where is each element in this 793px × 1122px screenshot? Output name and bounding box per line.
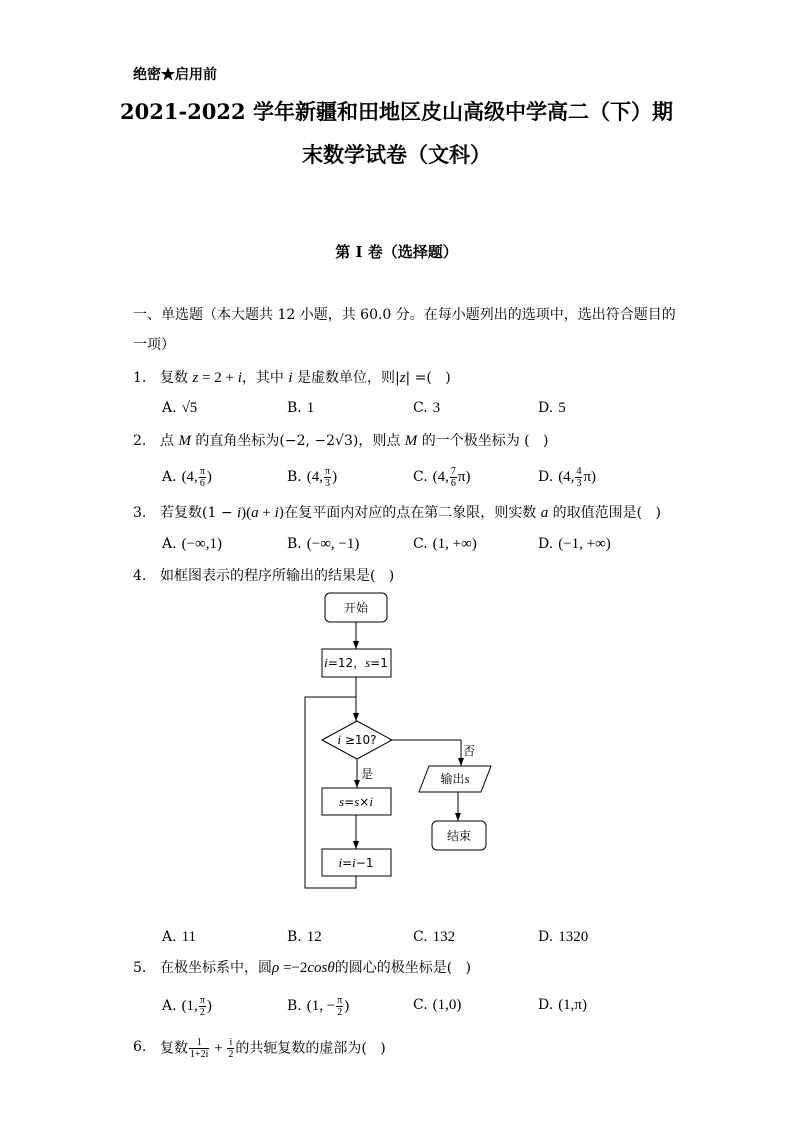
fraction-numerator: 7 — [450, 466, 456, 477]
question-stem — [160, 431, 548, 451]
option-d — [538, 466, 596, 489]
option-value — [306, 466, 338, 489]
stem-math: =−2 — [279, 960, 308, 976]
exam-title-line-2: 末数学试卷（文科） — [302, 142, 491, 167]
fraction-numerator: π — [337, 995, 343, 1006]
stem-text: )在复平面内对应的点在第二象限，则实数 — [278, 505, 541, 521]
option-suffix: ) — [206, 468, 212, 485]
option-suffix: π) — [583, 468, 597, 485]
option-value: (−∞, −1) — [306, 536, 360, 552]
confidential-label: 绝密★启用前 — [133, 67, 217, 83]
question-5-options — [0, 995, 793, 1021]
option-value: (−1, +∞) — [558, 536, 611, 552]
option-a — [162, 466, 212, 489]
init-text: =12， — [327, 656, 366, 670]
option-value — [181, 995, 212, 1018]
math-variable: z — [192, 370, 199, 386]
option-value: 132 — [432, 929, 456, 945]
var-s: s — [365, 655, 371, 670]
option-value: (−∞,1) — [181, 536, 222, 552]
option-value — [432, 466, 471, 489]
question-2 — [0, 431, 793, 453]
var-i: i — [369, 794, 373, 809]
option-c — [413, 995, 461, 1015]
fraction-denominator: 6 — [450, 478, 456, 489]
question-1-options — [0, 398, 793, 424]
fraction — [199, 995, 206, 1018]
var-i: i — [352, 855, 356, 870]
option-value — [181, 466, 212, 489]
op-text: = — [342, 856, 353, 870]
fraction — [227, 1037, 234, 1060]
question-stem — [160, 368, 451, 388]
fraction-numerator: π — [199, 995, 205, 1006]
option-label: B. — [287, 400, 302, 416]
option-c — [413, 466, 471, 489]
op-text: = — [344, 795, 355, 809]
fraction-denominator: 3 — [576, 478, 582, 489]
math-variable: i — [237, 505, 242, 521]
question-stem — [160, 1037, 386, 1060]
fraction-denominator: 2 — [199, 1007, 205, 1018]
stem-text: 在极坐标系中，圆 — [160, 960, 272, 976]
question-1 — [0, 368, 793, 390]
stem-text: 的直角坐标为(−2, −2√3)，则点 — [190, 433, 405, 449]
option-label: A. — [162, 400, 177, 416]
condition-label — [337, 732, 376, 747]
option-prefix: (1, − — [306, 997, 336, 1014]
option-label: C. — [413, 536, 428, 552]
option-value — [558, 466, 597, 489]
fraction-numerator: i — [227, 1037, 234, 1049]
option-label: B. — [287, 536, 302, 552]
option-value: 1320 — [558, 929, 589, 945]
question-number: 4. — [133, 568, 147, 584]
option-prefix: (1, — [181, 997, 198, 1014]
math-variable: i — [288, 370, 293, 386]
stem-text: 的圆心的极坐标是( ) — [334, 960, 472, 976]
fraction — [324, 466, 331, 489]
update-s-label — [339, 794, 373, 809]
question-5 — [0, 958, 793, 980]
fraction-numerator: 1 — [189, 1037, 209, 1049]
option-label: A. — [162, 997, 177, 1014]
question-number: 6. — [133, 1039, 147, 1055]
option-label: D. — [538, 400, 554, 416]
option-suffix: ) — [332, 468, 338, 485]
output-label — [440, 771, 469, 786]
fraction-denominator: 1+2i — [190, 1049, 209, 1060]
question-3 — [0, 503, 793, 525]
output-text: 输出 — [440, 772, 465, 786]
stem-math: + — [258, 505, 275, 521]
stem-text: 是虚数单位，则| — [292, 370, 400, 386]
fraction-numerator: π — [199, 466, 205, 477]
question-3-options — [0, 534, 793, 560]
var-i: i — [338, 855, 343, 870]
option-label: C. — [413, 400, 428, 416]
volume-heading: 第 I 卷（选择题） — [335, 243, 458, 261]
op-text: −1 — [355, 856, 374, 870]
option-value: 11 — [181, 929, 197, 945]
option-d — [538, 398, 566, 418]
option-label: A. — [162, 536, 177, 552]
option-b — [287, 927, 322, 947]
option-a — [162, 995, 212, 1018]
fraction — [189, 1037, 209, 1060]
fraction-numerator: 4 — [576, 466, 582, 477]
math-variable: a — [251, 505, 259, 521]
question-4-options — [0, 927, 793, 953]
option-d — [538, 927, 588, 947]
stem-operator: + — [210, 1040, 227, 1057]
math-variable: a — [540, 505, 549, 521]
option-label: A. — [162, 929, 177, 945]
option-value: 5 — [558, 400, 566, 416]
option-value: (1,0) — [432, 997, 462, 1013]
option-value: √5 — [181, 400, 198, 416]
option-d — [538, 995, 587, 1015]
stem-math: = 2 + — [198, 370, 238, 386]
option-label: B. — [287, 468, 302, 485]
question-2-options — [0, 466, 793, 492]
stem-text: | =( ) — [405, 370, 451, 386]
stem-math: )( — [241, 505, 252, 521]
update-i-label — [338, 855, 373, 870]
option-prefix: (4, — [181, 468, 198, 485]
option-prefix: (4, — [306, 468, 323, 485]
option-b — [287, 995, 349, 1018]
option-c — [413, 534, 477, 554]
stem-text: 的共轭复数的虚部为( ) — [235, 1040, 386, 1057]
math-variable: ρ — [272, 960, 280, 976]
math-variable: cosθ — [307, 960, 335, 976]
option-suffix: ) — [344, 997, 350, 1014]
option-d — [538, 534, 611, 554]
option-label: C. — [413, 997, 428, 1013]
option-b — [287, 466, 337, 489]
option-b — [287, 534, 359, 554]
option-label: C. — [413, 929, 428, 945]
fraction-denominator: 3 — [325, 478, 331, 489]
option-prefix: (4, — [432, 468, 449, 485]
option-label: B. — [287, 997, 302, 1014]
option-label: D. — [538, 997, 554, 1013]
option-label: D. — [538, 468, 554, 485]
exam-title-line-1: 2021-2022 学年新疆和田地区皮山高级中学高二（下）期 — [120, 99, 673, 124]
question-4 — [0, 566, 793, 588]
end-label: 结束 — [446, 829, 472, 843]
stem-text: 复数 — [160, 370, 193, 386]
question-number: 2. — [133, 433, 147, 449]
yes-label: 是 — [361, 767, 374, 781]
math-variable: M — [178, 433, 191, 449]
var-s: s — [354, 794, 360, 809]
section-heading-line-2: 一项） — [133, 337, 175, 353]
option-label: B. — [287, 929, 302, 945]
option-value — [306, 995, 350, 1018]
option-a — [162, 534, 222, 554]
no-branch-arrow — [392, 740, 461, 766]
question-number: 3. — [133, 505, 147, 521]
fraction-denominator: 6 — [199, 478, 205, 489]
question-number: 1. — [133, 370, 147, 386]
stem-text: ，其中 — [241, 370, 289, 386]
option-value: (1,π) — [558, 997, 588, 1013]
stem-text: 点 — [160, 433, 179, 449]
option-value: 1 — [306, 400, 315, 416]
option-label: D. — [538, 536, 554, 552]
start-label: 开始 — [343, 601, 369, 615]
option-c — [413, 398, 440, 418]
option-suffix: π) — [457, 468, 471, 485]
option-label: D. — [538, 929, 554, 945]
fraction-denominator: 2 — [228, 1049, 234, 1060]
fraction — [450, 466, 457, 489]
var-s: s — [339, 794, 345, 809]
fraction — [336, 995, 343, 1018]
stem-text: 复数 — [160, 1040, 188, 1057]
option-value: 12 — [306, 929, 322, 945]
question-stem — [160, 566, 394, 586]
program-flowchart — [295, 588, 505, 894]
var-i: i — [337, 732, 342, 747]
fraction — [199, 466, 206, 489]
question-stem — [160, 958, 471, 978]
option-value: (1, +∞) — [432, 536, 477, 552]
option-a — [162, 927, 196, 947]
stem-text: 如框图表示的程序所输出的结果是( ) — [160, 568, 395, 584]
math-variable: z — [399, 370, 406, 386]
option-suffix: ) — [206, 997, 212, 1014]
var-s: s — [464, 771, 470, 786]
var-i: i — [324, 655, 328, 670]
stem-text: 的一个极坐标为 ( ) — [417, 433, 549, 449]
fraction-denominator: 2 — [337, 1007, 343, 1018]
section-heading-line-1: 一、单选题（本大题共 12 小题，共 60.0 分。在每小题列出的选项中，选出符合题目的 — [133, 307, 676, 323]
option-c — [413, 927, 455, 947]
option-prefix: (4, — [558, 468, 575, 485]
math-variable: i — [237, 370, 242, 386]
math-variable: M — [404, 433, 418, 449]
option-a — [162, 398, 197, 418]
math-variable: i — [274, 505, 279, 521]
option-label: A. — [162, 468, 177, 485]
condition-text: ≥10? — [341, 733, 377, 747]
fraction — [575, 466, 582, 489]
init-label — [324, 655, 388, 670]
option-label: C. — [413, 468, 428, 485]
fraction-numerator: π — [325, 466, 331, 477]
no-label: 否 — [463, 744, 476, 758]
option-value: 3 — [432, 400, 441, 416]
question-number: 5. — [133, 960, 147, 976]
stem-text: 的取值范围是( ) — [548, 505, 661, 521]
stem-text: 若复数(1 − — [160, 505, 237, 521]
op-text: × — [359, 795, 370, 809]
option-b — [287, 398, 314, 418]
question-stem — [160, 503, 661, 523]
init-text: =1 — [370, 656, 388, 670]
question-6 — [0, 1037, 793, 1059]
